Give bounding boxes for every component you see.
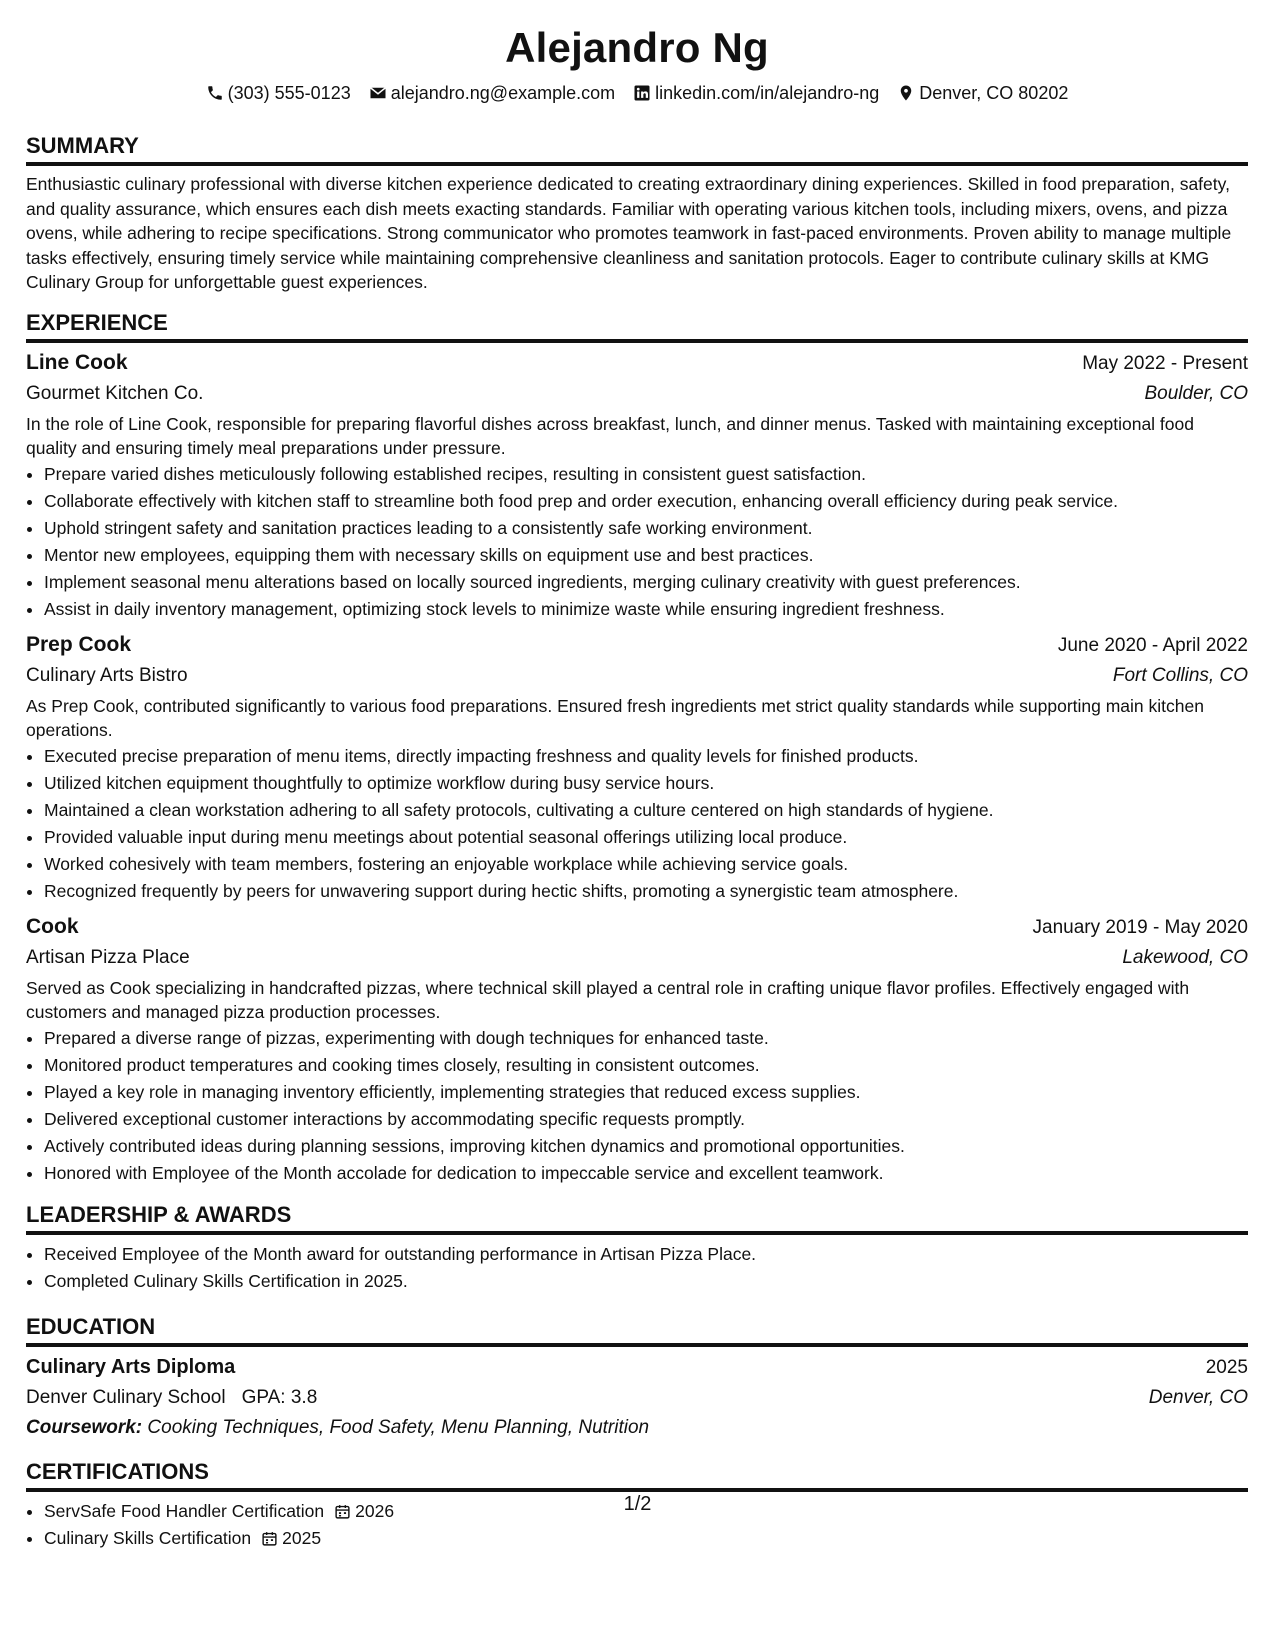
- phone-text: (303) 555-0123: [227, 83, 351, 103]
- contact-phone: [206, 82, 351, 104]
- job-title: Cook: [26, 914, 79, 938]
- job-description: In the role of Line Cook, responsible for preparing flavorful dishes across breakfast, lunch, and dinner menus. Tasked with maintaining exceptional food quality and ensuring timely meal preparations under pressure.: [26, 413, 1194, 458]
- job-company: Artisan Pizza Place: [26, 946, 190, 968]
- list-item: • Utilized kitchen equipment thoughtfully to optimize workflow during busy service hours.: [44, 770, 1248, 797]
- job-dates: January 2019 - May 2020: [1032, 916, 1248, 938]
- contact-linkedin[interactable]: [633, 82, 879, 104]
- job-bullets: [26, 743, 1248, 905]
- job-entry: [26, 913, 1248, 1187]
- list-item: • Actively contributed ideas during planning sessions, improving kitchen dynamics and promotional opportunities.: [44, 1133, 1248, 1160]
- job-location: Fort Collins, CO: [1112, 664, 1248, 686]
- gpa: GPA: 3.8: [241, 1386, 318, 1408]
- page-number: 1/2: [623, 1493, 652, 1515]
- email-text[interactable]: alejandro.ng@example.com: [390, 83, 616, 103]
- list-item: • Collaborate effectively with kitchen staff to streamline both food prep and order execution, enhancing overall efficiency during peak service.: [44, 488, 1248, 515]
- job-entry: [26, 349, 1248, 623]
- education-year: 2025: [1205, 1356, 1248, 1378]
- list-item: • Completed Culinary Skills Certification in 2025.: [44, 1268, 1248, 1295]
- list-item: [44, 1525, 1248, 1552]
- cert-name: • Culinary Skills Certification: [44, 1527, 252, 1548]
- summary-section: [26, 132, 1248, 295]
- resume-page: [26, 24, 1248, 1552]
- job-entry: [26, 631, 1248, 905]
- calendar-icon: [261, 1530, 278, 1547]
- section-title-experience: EXPERIENCE: [26, 309, 1248, 343]
- candidate-name: Alejandro Ng: [505, 24, 769, 71]
- list-item: • Prepared a diverse range of pizzas, experimenting with dough techniques for enhanced taste.: [44, 1025, 1248, 1052]
- job-bullets: [26, 461, 1248, 623]
- job-bullets: [26, 1025, 1248, 1187]
- cert-name: • ServSafe Food Handler Certification: [44, 1500, 325, 1521]
- job-company: Gourmet Kitchen Co.: [26, 382, 204, 404]
- list-item: • Provided valuable input during menu meetings about potential seasonal offerings utilizing local produce.: [44, 824, 1248, 851]
- job-title: Prep Cook: [26, 632, 132, 656]
- coursework-label: Coursework:: [26, 1416, 143, 1438]
- experience-section: [26, 309, 1248, 1187]
- job-company: Culinary Arts Bistro: [26, 664, 188, 686]
- envelope-icon: [369, 84, 387, 102]
- education-location: Denver, CO: [1148, 1386, 1248, 1408]
- cert-year: 2025: [282, 1527, 322, 1548]
- job-dates: May 2022 - Present: [1082, 352, 1248, 374]
- coursework: [26, 1414, 1248, 1442]
- section-title-certifications: CERTIFICATIONS: [26, 1458, 1248, 1492]
- list-item: • Maintained a clean workstation adhering to all safety protocols, cultivating a culture centered on high standards of hygiene.: [44, 797, 1248, 824]
- leadership-section: [26, 1201, 1248, 1295]
- degree-title: Culinary Arts Diploma: [26, 1355, 236, 1378]
- job-location: Lakewood, CO: [1122, 946, 1248, 968]
- list-item: • Implement seasonal menu alterations based on locally sourced ingredients, merging culinary creativity with guest preferences.: [44, 569, 1248, 596]
- section-title-leadership: LEADERSHIP & AWARDS: [26, 1201, 1248, 1235]
- phone-icon: [206, 84, 224, 102]
- list-item: • Uphold stringent safety and sanitation practices leading to a consistently safe working environment.: [44, 515, 1248, 542]
- list-item: • Prepare varied dishes meticulously following established recipes, resulting in consistent guest satisfaction.: [44, 461, 1248, 488]
- cert-date: [261, 1525, 321, 1552]
- list-item: • Received Employee of the Month award for outstanding performance in Artisan Pizza Place.: [44, 1241, 1248, 1268]
- linkedin-icon: [633, 84, 651, 102]
- leadership-list: [26, 1241, 1248, 1295]
- list-item: • Assist in daily inventory management, optimizing stock levels to minimize waste while ensuring ingredient freshness.: [44, 596, 1248, 623]
- list-item: • Mentor new employees, equipping them with necessary skills on equipment use and best practices.: [44, 542, 1248, 569]
- summary-text: Enthusiastic culinary professional with diverse kitchen experience dedicated to creating extraordinary dining experiences. Skilled in food preparation, safety, and quality assurance, which ensures each dish meets exacting standards. Familiar with operating various kitchen tools, including mixers, ovens, and pizza ovens, while adhering to recipe specifications. Strong communicator who promotes teamwork in fast-paced environments. Proven ability to manage multiple tasks effectively, ensuring timely service while maintaining comprehensive cleanliness and sanitation protocols. Eager to contribute culinary skills at KMG Culinary Group for unforgettable guest experiences.: [26, 174, 1232, 292]
- list-item: • Executed precise preparation of menu items, directly impacting freshness and quality levels for finished products.: [44, 743, 1248, 770]
- contact-location: [897, 82, 1068, 104]
- contact-bar: [26, 82, 1248, 104]
- section-title-summary: SUMMARY: [26, 132, 1248, 166]
- contact-email[interactable]: [369, 82, 615, 104]
- cert-year: 2026: [355, 1500, 395, 1521]
- map-pin-icon: [897, 84, 915, 102]
- job-description: Served as Cook specializing in handcrafted pizzas, where technical skill played a central role in crafting unique flavor profiles. Effectively engaged with customers and managed pizza production processes.: [26, 977, 1190, 1022]
- education-school-line: [26, 1385, 317, 1411]
- job-description: As Prep Cook, contributed significantly to various food preparations. Ensured fresh ingredients met strict quality standards while supporting main kitchen operations.: [26, 695, 1204, 740]
- list-item: • Delivered exceptional customer interactions by accommodating specific requests promptly.: [44, 1106, 1248, 1133]
- location-text: Denver, CO 80202: [919, 83, 1069, 103]
- section-title-education: EDUCATION: [26, 1313, 1248, 1347]
- job-location: Boulder, CO: [1144, 382, 1248, 404]
- list-item: • Worked cohesively with team members, fostering an enjoyable workplace while achieving service goals.: [44, 851, 1248, 878]
- coursework-text: Cooking Techniques, Food Safety, Menu Planning, Nutrition: [147, 1416, 650, 1438]
- education-section: [26, 1313, 1248, 1442]
- school-name: Denver Culinary School: [26, 1386, 226, 1408]
- list-item: • Played a key role in managing inventory efficiently, implementing strategies that reduced excess supplies.: [44, 1079, 1248, 1106]
- job-title: Line Cook: [26, 350, 128, 374]
- list-item: • Honored with Employee of the Month accolade for dedication to impeccable service and excellent teamwork.: [44, 1160, 1248, 1187]
- linkedin-text[interactable]: linkedin.com/in/alejandro-ng: [655, 83, 880, 103]
- list-item: • Recognized frequently by peers for unwavering support during hectic shifts, promoting a synergistic team atmosphere.: [44, 878, 1248, 905]
- list-item: • Monitored product temperatures and cooking times closely, resulting in consistent outcomes.: [44, 1052, 1248, 1079]
- job-dates: June 2020 - April 2022: [1057, 634, 1248, 656]
